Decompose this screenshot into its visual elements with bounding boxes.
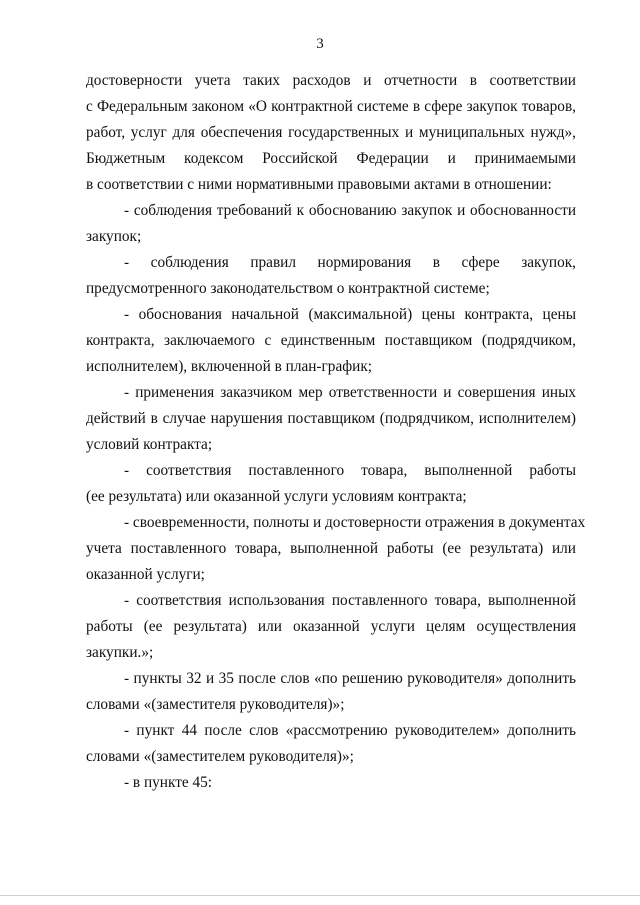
text-line: словами «(заместителем руководителя)»; (86, 748, 354, 765)
text-line: работ, услуг для обеспечения государственных и муниципальных нужд», (86, 124, 576, 141)
text-line: - своевременности, полноты и достоверности отражения в документах (124, 514, 586, 531)
text-line: закупок; (86, 228, 142, 245)
text-line: исполнителем), включенной в план-график; (86, 358, 373, 375)
page-edge-divider (0, 895, 640, 896)
text-line: условий контракта; (86, 436, 213, 453)
text-line: Бюджетным кодексом Российской Федерации и принимаемыми (86, 150, 576, 167)
document-body (86, 68, 586, 796)
text-line: контракта, заключаемого с единственным поставщиком (подрядчиком, (86, 332, 576, 349)
text-line: - обоснования начальной (максимальной) цены контракта, цены (124, 306, 576, 323)
text-line: закупки.»; (86, 644, 154, 661)
text-line: - соответствия поставленного товара, выполненной работы (124, 462, 576, 479)
text-line: - соответствия использования поставленного товара, выполненной (124, 592, 576, 609)
paragraph (86, 380, 576, 458)
paragraph (86, 458, 576, 510)
paragraph (86, 198, 576, 250)
paragraph (86, 770, 576, 796)
text-line: оказанной услуги; (86, 566, 205, 583)
paragraph (86, 510, 586, 588)
paragraph (86, 250, 576, 302)
paragraph (86, 718, 576, 770)
text-line: - пункты 32 и 35 после слов «по решению руководителя» дополнить (124, 670, 576, 687)
text-line: словами «(заместителя руководителя)»; (86, 696, 345, 713)
text-line: достоверности учета таких расходов и отчетности в соответствии (86, 72, 576, 89)
text-line: в соответствии с ними нормативными правовыми актами в отношении: (86, 176, 552, 193)
page-number: 3 (316, 36, 324, 52)
text-line: работы (ее результата) или оказанной услуги целям осуществления (86, 618, 576, 635)
text-line: (ее результата) или оказанной услуги условиям контракта; (86, 488, 467, 505)
paragraph (86, 302, 576, 380)
paragraph (86, 68, 576, 198)
text-line: - применения заказчиком мер ответственности и совершения иных (124, 384, 576, 401)
paragraph (86, 666, 576, 718)
text-line: действий в случае нарушения поставщиком (подрядчиком, исполнителем) (86, 410, 576, 427)
text-line: - в пункте 45: (124, 774, 213, 791)
text-line: - соблюдения правил нормирования в сфере закупок, (124, 254, 576, 271)
paragraph (86, 588, 576, 666)
text-line: учета поставленного товара, выполненной работы (ее результата) или (86, 540, 576, 557)
text-line: - соблюдения требований к обоснованию закупок и обоснованности (124, 202, 576, 219)
text-line: с Федеральным законом «О контрактной системе в сфере закупок товаров, (86, 98, 576, 115)
text-line: - пункт 44 после слов «рассмотрению руководителем» дополнить (124, 722, 576, 739)
text-line: предусмотренного законодательством о контрактной системе; (86, 280, 490, 297)
